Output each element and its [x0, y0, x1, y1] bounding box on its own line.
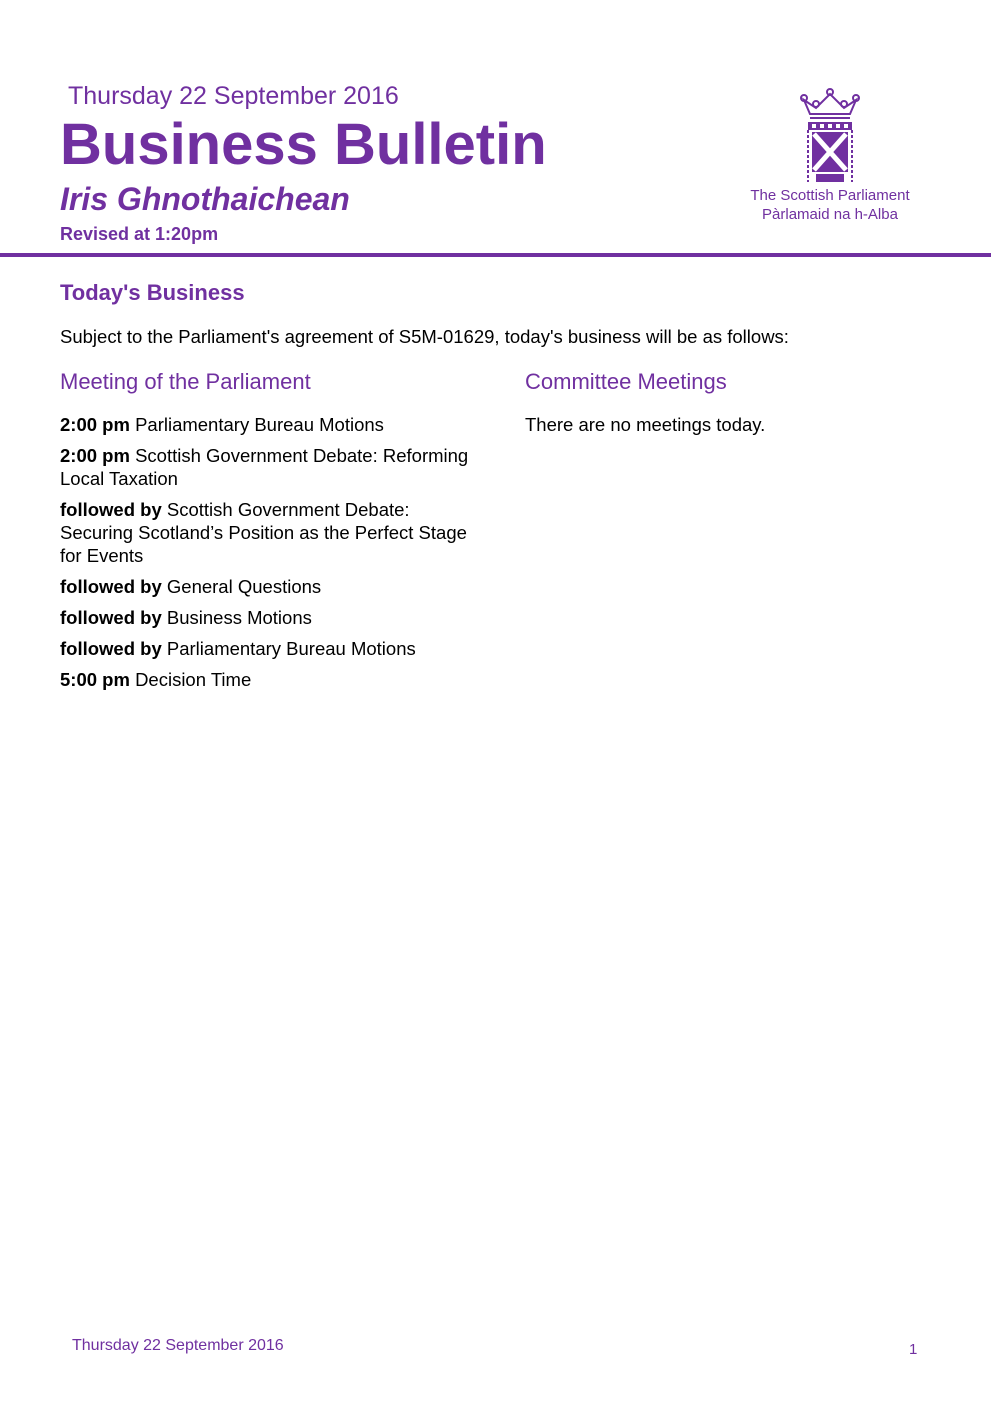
footer-date: Thursday 22 September 2016 — [72, 1337, 284, 1354]
parliament-logo — [735, 86, 925, 236]
todays-business-heading: Today's Business — [60, 280, 245, 305]
agenda-time: 2:00 pm — [60, 414, 130, 435]
agenda-text: Parliamentary Bureau Motions — [166, 638, 416, 659]
agenda-time: 5:00 pm — [60, 669, 130, 690]
committee-status: There are no meetings today. — [525, 414, 766, 435]
page-title: Business Bulletin — [60, 112, 547, 177]
scottish-parliament-crest-icon — [798, 86, 862, 186]
agenda-item — [60, 575, 480, 598]
agenda-text: Decision Time — [135, 669, 252, 690]
revised-time: Revised at 1:20pm — [60, 224, 219, 244]
agenda-item — [60, 668, 480, 691]
todays-business-intro: Subject to the Parliament's agreement of S5M-01629, today's business will be as follows: — [60, 326, 789, 347]
agenda-text: Scottish Government Debate: Reforming Local Taxation — [60, 445, 469, 489]
page-number: 1 — [909, 1341, 918, 1358]
agenda-item — [60, 606, 480, 629]
meeting-heading: Meeting of the Parliament — [60, 369, 311, 394]
agenda-time: followed by — [60, 576, 162, 597]
agenda-time: followed by — [60, 638, 162, 659]
logo-text-english: The Scottish Parliament — [750, 187, 910, 204]
agenda-time: followed by — [60, 607, 162, 628]
header-divider — [0, 253, 991, 257]
logo-text-gaelic: Pàrlamaid na h-Alba — [762, 206, 898, 223]
agenda-item — [60, 444, 480, 490]
committee-heading: Committee Meetings — [525, 369, 727, 394]
agenda-text: Parliamentary Bureau Motions — [135, 414, 384, 435]
agenda-item — [60, 498, 480, 567]
agenda-text: Scottish Government Debate: Securing Scotland’s Position as the Perfect Stage for Events — [60, 499, 467, 566]
meeting-agenda — [60, 413, 480, 699]
agenda-time: 2:00 pm — [60, 445, 130, 466]
agenda-time: followed by — [60, 499, 162, 520]
page-subtitle: Iris Ghnothaichean — [60, 181, 350, 217]
header-date: Thursday 22 September 2016 — [68, 82, 399, 110]
agenda-text: Business Motions — [166, 607, 312, 628]
agenda-item — [60, 637, 480, 660]
agenda-text: General Questions — [166, 576, 322, 597]
agenda-item — [60, 413, 480, 436]
